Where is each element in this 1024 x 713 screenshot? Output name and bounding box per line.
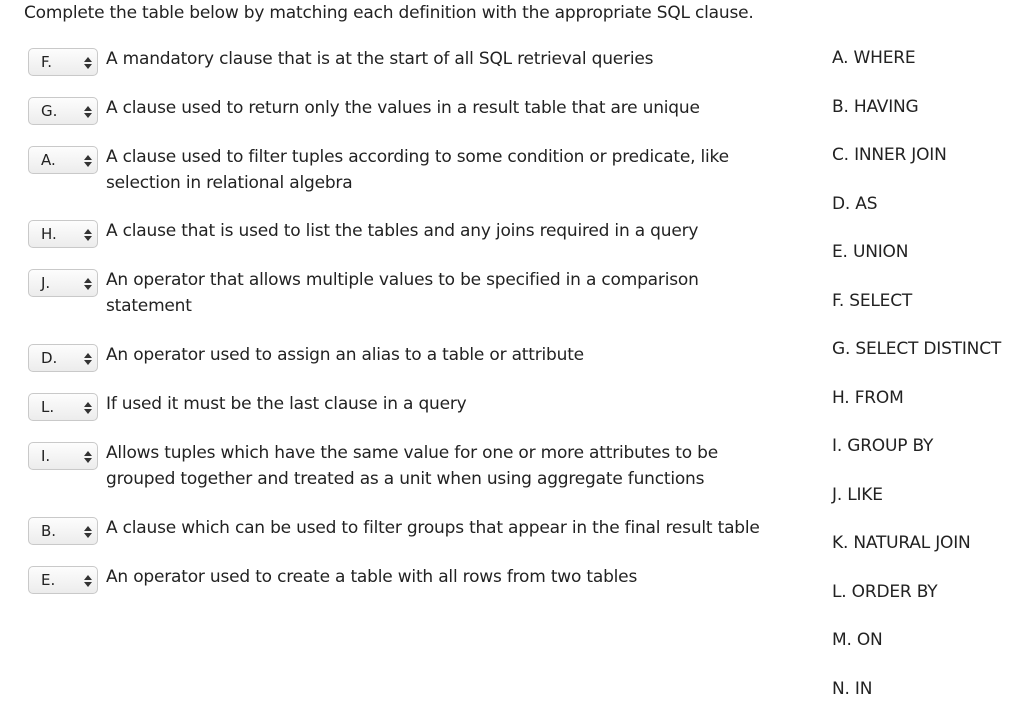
answer-select[interactable] — [28, 48, 98, 76]
up-down-arrows-icon — [84, 278, 92, 290]
definition-text: A clause used to return only the values in a result table that are unique — [106, 98, 700, 118]
select-value: I. — [41, 447, 51, 465]
answer-option: E. UNION — [832, 242, 909, 262]
up-down-arrows-icon — [84, 451, 92, 463]
select-value: D. — [41, 349, 58, 367]
answer-option: M. ON — [832, 630, 883, 650]
answer-option: F. SELECT — [832, 291, 913, 311]
answer-option: G. SELECT DISTINCT — [832, 339, 1002, 359]
select-value: L. — [41, 398, 55, 416]
answer-option: J. LIKE — [832, 485, 883, 505]
definition-text: An operator used to create a table with all rows from two tables — [106, 567, 638, 587]
up-down-arrows-icon — [84, 575, 92, 587]
instruction-text: Complete the table below by matching each definition with the appropriate SQL clause. — [24, 3, 754, 23]
answer-option: H. FROM — [832, 388, 904, 408]
answer-option: A. WHERE — [832, 48, 916, 68]
answer-select[interactable] — [28, 220, 98, 248]
select-value: B. — [41, 522, 57, 540]
answer-select[interactable] — [28, 393, 98, 421]
up-down-arrows-icon — [84, 353, 92, 365]
answer-option: D. AS — [832, 194, 878, 214]
answer-option: K. NATURAL JOIN — [832, 533, 971, 553]
up-down-arrows-icon — [84, 229, 92, 241]
select-value: G. — [41, 102, 58, 120]
up-down-arrows-icon — [84, 526, 92, 538]
up-down-arrows-icon — [84, 402, 92, 414]
definition-text: A clause which can be used to filter groups that appear in the final result table — [106, 518, 760, 538]
answer-option: B. HAVING — [832, 97, 919, 117]
up-down-arrows-icon — [84, 57, 92, 69]
select-value: E. — [41, 571, 56, 589]
answer-select[interactable] — [28, 344, 98, 372]
definition-text: Allows tuples which have the same value for one or more attributes to be grouped together and treated as a unit when using aggregate functions — [106, 443, 718, 489]
answer-option: L. ORDER BY — [832, 582, 938, 602]
definition-text: An operator that allows multiple values to be specified in a comparison statement — [106, 270, 699, 316]
answer-option: I. GROUP BY — [832, 436, 934, 456]
definition-text: A mandatory clause that is at the start of all SQL retrieval queries — [106, 49, 654, 69]
answer-select[interactable] — [28, 566, 98, 594]
answer-select[interactable] — [28, 517, 98, 545]
answer-select[interactable] — [28, 442, 98, 470]
definition-text: A clause used to filter tuples according to some condition or predicate, like selection in relational algebra — [106, 147, 729, 193]
answer-option: C. INNER JOIN — [832, 145, 947, 165]
definition-text: A clause that is used to list the tables and any joins required in a query — [106, 221, 699, 241]
answer-option: N. IN — [832, 679, 873, 699]
select-value: A. — [41, 151, 56, 169]
select-value: F. — [41, 53, 52, 71]
answer-select[interactable] — [28, 146, 98, 174]
up-down-arrows-icon — [84, 155, 92, 167]
answer-select[interactable] — [28, 97, 98, 125]
answer-select[interactable] — [28, 269, 98, 297]
up-down-arrows-icon — [84, 106, 92, 118]
select-value: J. — [41, 274, 51, 292]
definition-text: An operator used to assign an alias to a table or attribute — [106, 345, 584, 365]
definition-text: If used it must be the last clause in a query — [106, 394, 467, 414]
select-value: H. — [41, 225, 57, 243]
